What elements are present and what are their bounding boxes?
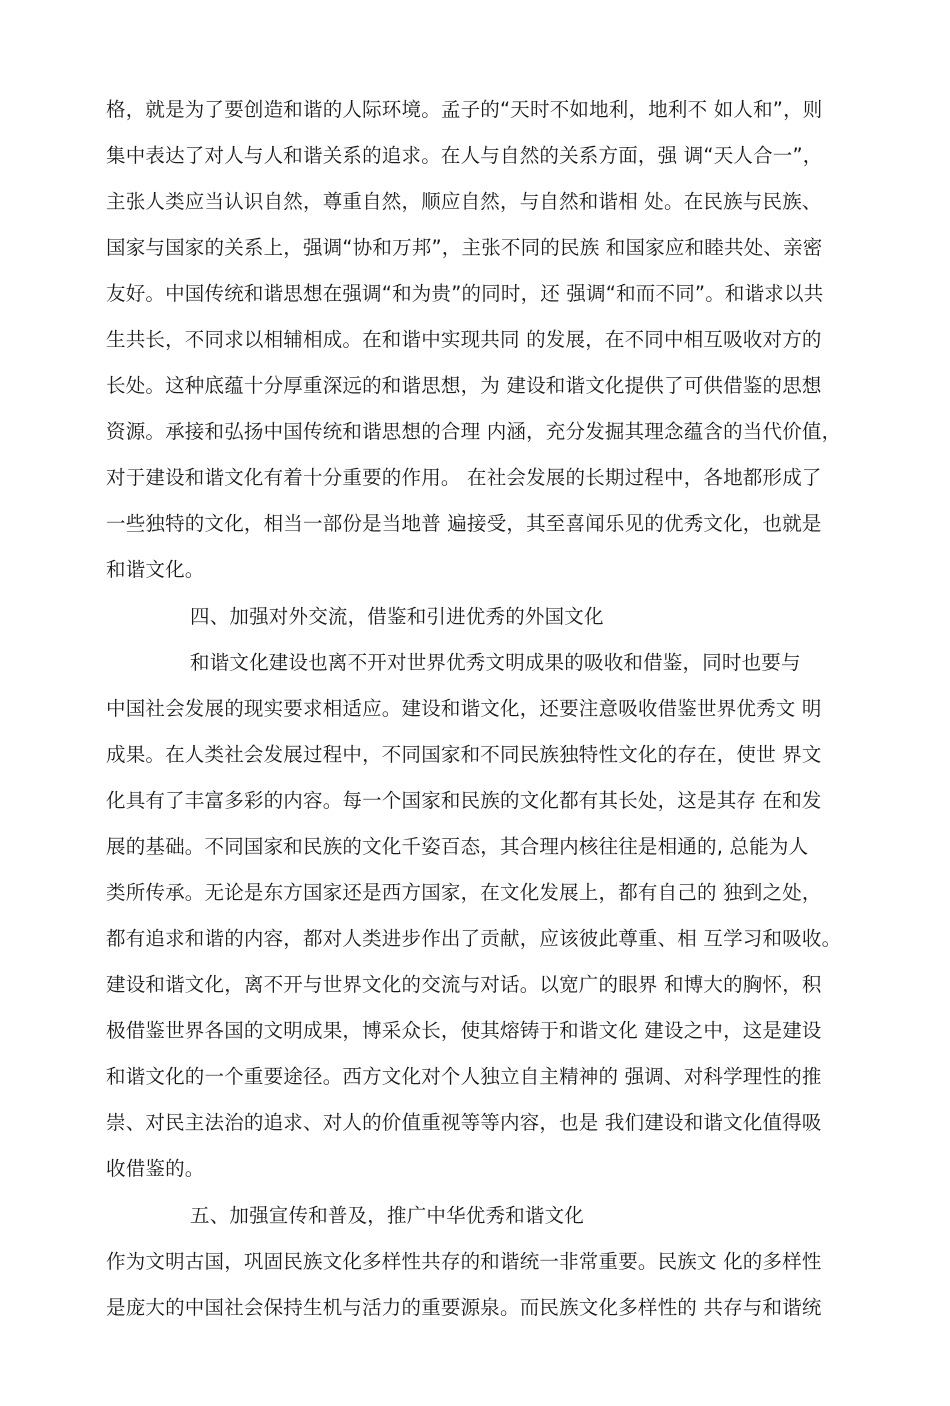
text-line: 长处。这种底蕴十分厚重深远的和谐思想，为 建设和谐文化提供了可供借鉴的思想 xyxy=(106,374,822,397)
text-line: 和谐文化。 xyxy=(106,558,205,581)
section-heading: 四、加强对外交流，借鉴和引进优秀的外国文化 xyxy=(190,605,604,628)
text-line: 格，就是为了要创造和谐的人际环境。孟子的“天时不如地利，地利不 如人和”，则 xyxy=(106,98,823,121)
section-heading: 五、加强宣传和普及，推广中华优秀和谐文化 xyxy=(190,1204,585,1227)
text-line: 对于建设和谐文化有着十分重要的作用。 在社会发展的长期过程中，各地都形成了 xyxy=(106,466,822,489)
text-line: 集中表达了对人与人和谐关系的追求。在人与自然的关系方面，强 调“天人合一”， xyxy=(106,144,823,167)
text-line: 一些独特的文化，相当一部份是当地普 遍接受，其至喜闻乐见的优秀文化，也就是 xyxy=(106,512,822,535)
text-line: 极借鉴世界各国的文明成果，博采众长，使其熔铸于和谐文化 建设之中，这是建设 xyxy=(106,1019,822,1042)
text-line: 中国社会发展的现实要求相适应。建设和谐文化，还要注意吸收借鉴世界优秀文 明 xyxy=(106,697,822,720)
text-line: 都有追求和谐的内容，都对人类进步作出了贡献，应该彼此尊重、相 互学习和吸收。 xyxy=(106,927,842,950)
paragraph-first-line: 和谐文化建设也离不开对世界优秀文明成果的吸收和借鉴，同时也要与 xyxy=(190,651,801,674)
text-line: 友好。中国传统和谐思想在强调“和为贵”的同时，还 强调“和而不同”。和谐求以共 xyxy=(106,282,824,305)
text-line: 作为文明古国，巩固民族文化多样性共存的和谐统一非常重要。民族文 化的多样性 xyxy=(106,1250,822,1273)
text-line: 成果。在人类社会发展过程中，不同国家和不同民族独特性文化的存在，使世 界文 xyxy=(106,743,822,766)
text-line: 收借鉴的。 xyxy=(106,1157,205,1180)
text-line: 崇、对民主法治的追求、对人的价值重视等等内容，也是 我们建设和谐文化值得吸 xyxy=(106,1111,822,1134)
text-line: 资源。承接和弘扬中国传统和谐思想的合理 内涵，充分发掘其理念蕴含的当代价值， xyxy=(106,420,842,443)
text-line: 和谐文化的一个重要途径。西方文化对个人独立自主精神的 强调、对科学理性的推 xyxy=(106,1065,822,1088)
text-line: 国家与国家的关系上，强调“协和万邦”，主张不同的民族 和国家应和睦共处、亲密 xyxy=(106,236,823,259)
text-line: 展的基础。不同国家和民族的文化千姿百态，其合理内核往往是相通的, 总能为人 xyxy=(106,835,809,858)
text-line: 类所传承。无论是东方国家还是西方国家，在文化发展上，都有自己的 独到之处， xyxy=(106,881,822,904)
text-line: 是庞大的中国社会保持生机与活力的重要源泉。而民族文化多样性的 共存与和谐统 xyxy=(106,1296,822,1319)
text-line: 生共长，不同求以相辅相成。在和谐中实现共同 的发展，在不同中相互吸收对方的 xyxy=(106,328,822,351)
text-line: 化具有了丰富多彩的内容。每一个国家和民族的文化都有其长处，这是其存 在和发 xyxy=(106,789,822,812)
text-line: 建设和谐文化，离不开与世界文化的交流与对话。以宽广的眼界 和博大的胸怀，积 xyxy=(106,973,822,996)
text-line: 主张人类应当认识自然，尊重自然，顺应自然，与自然和谐相 处。在民族与民族、 xyxy=(106,190,822,213)
